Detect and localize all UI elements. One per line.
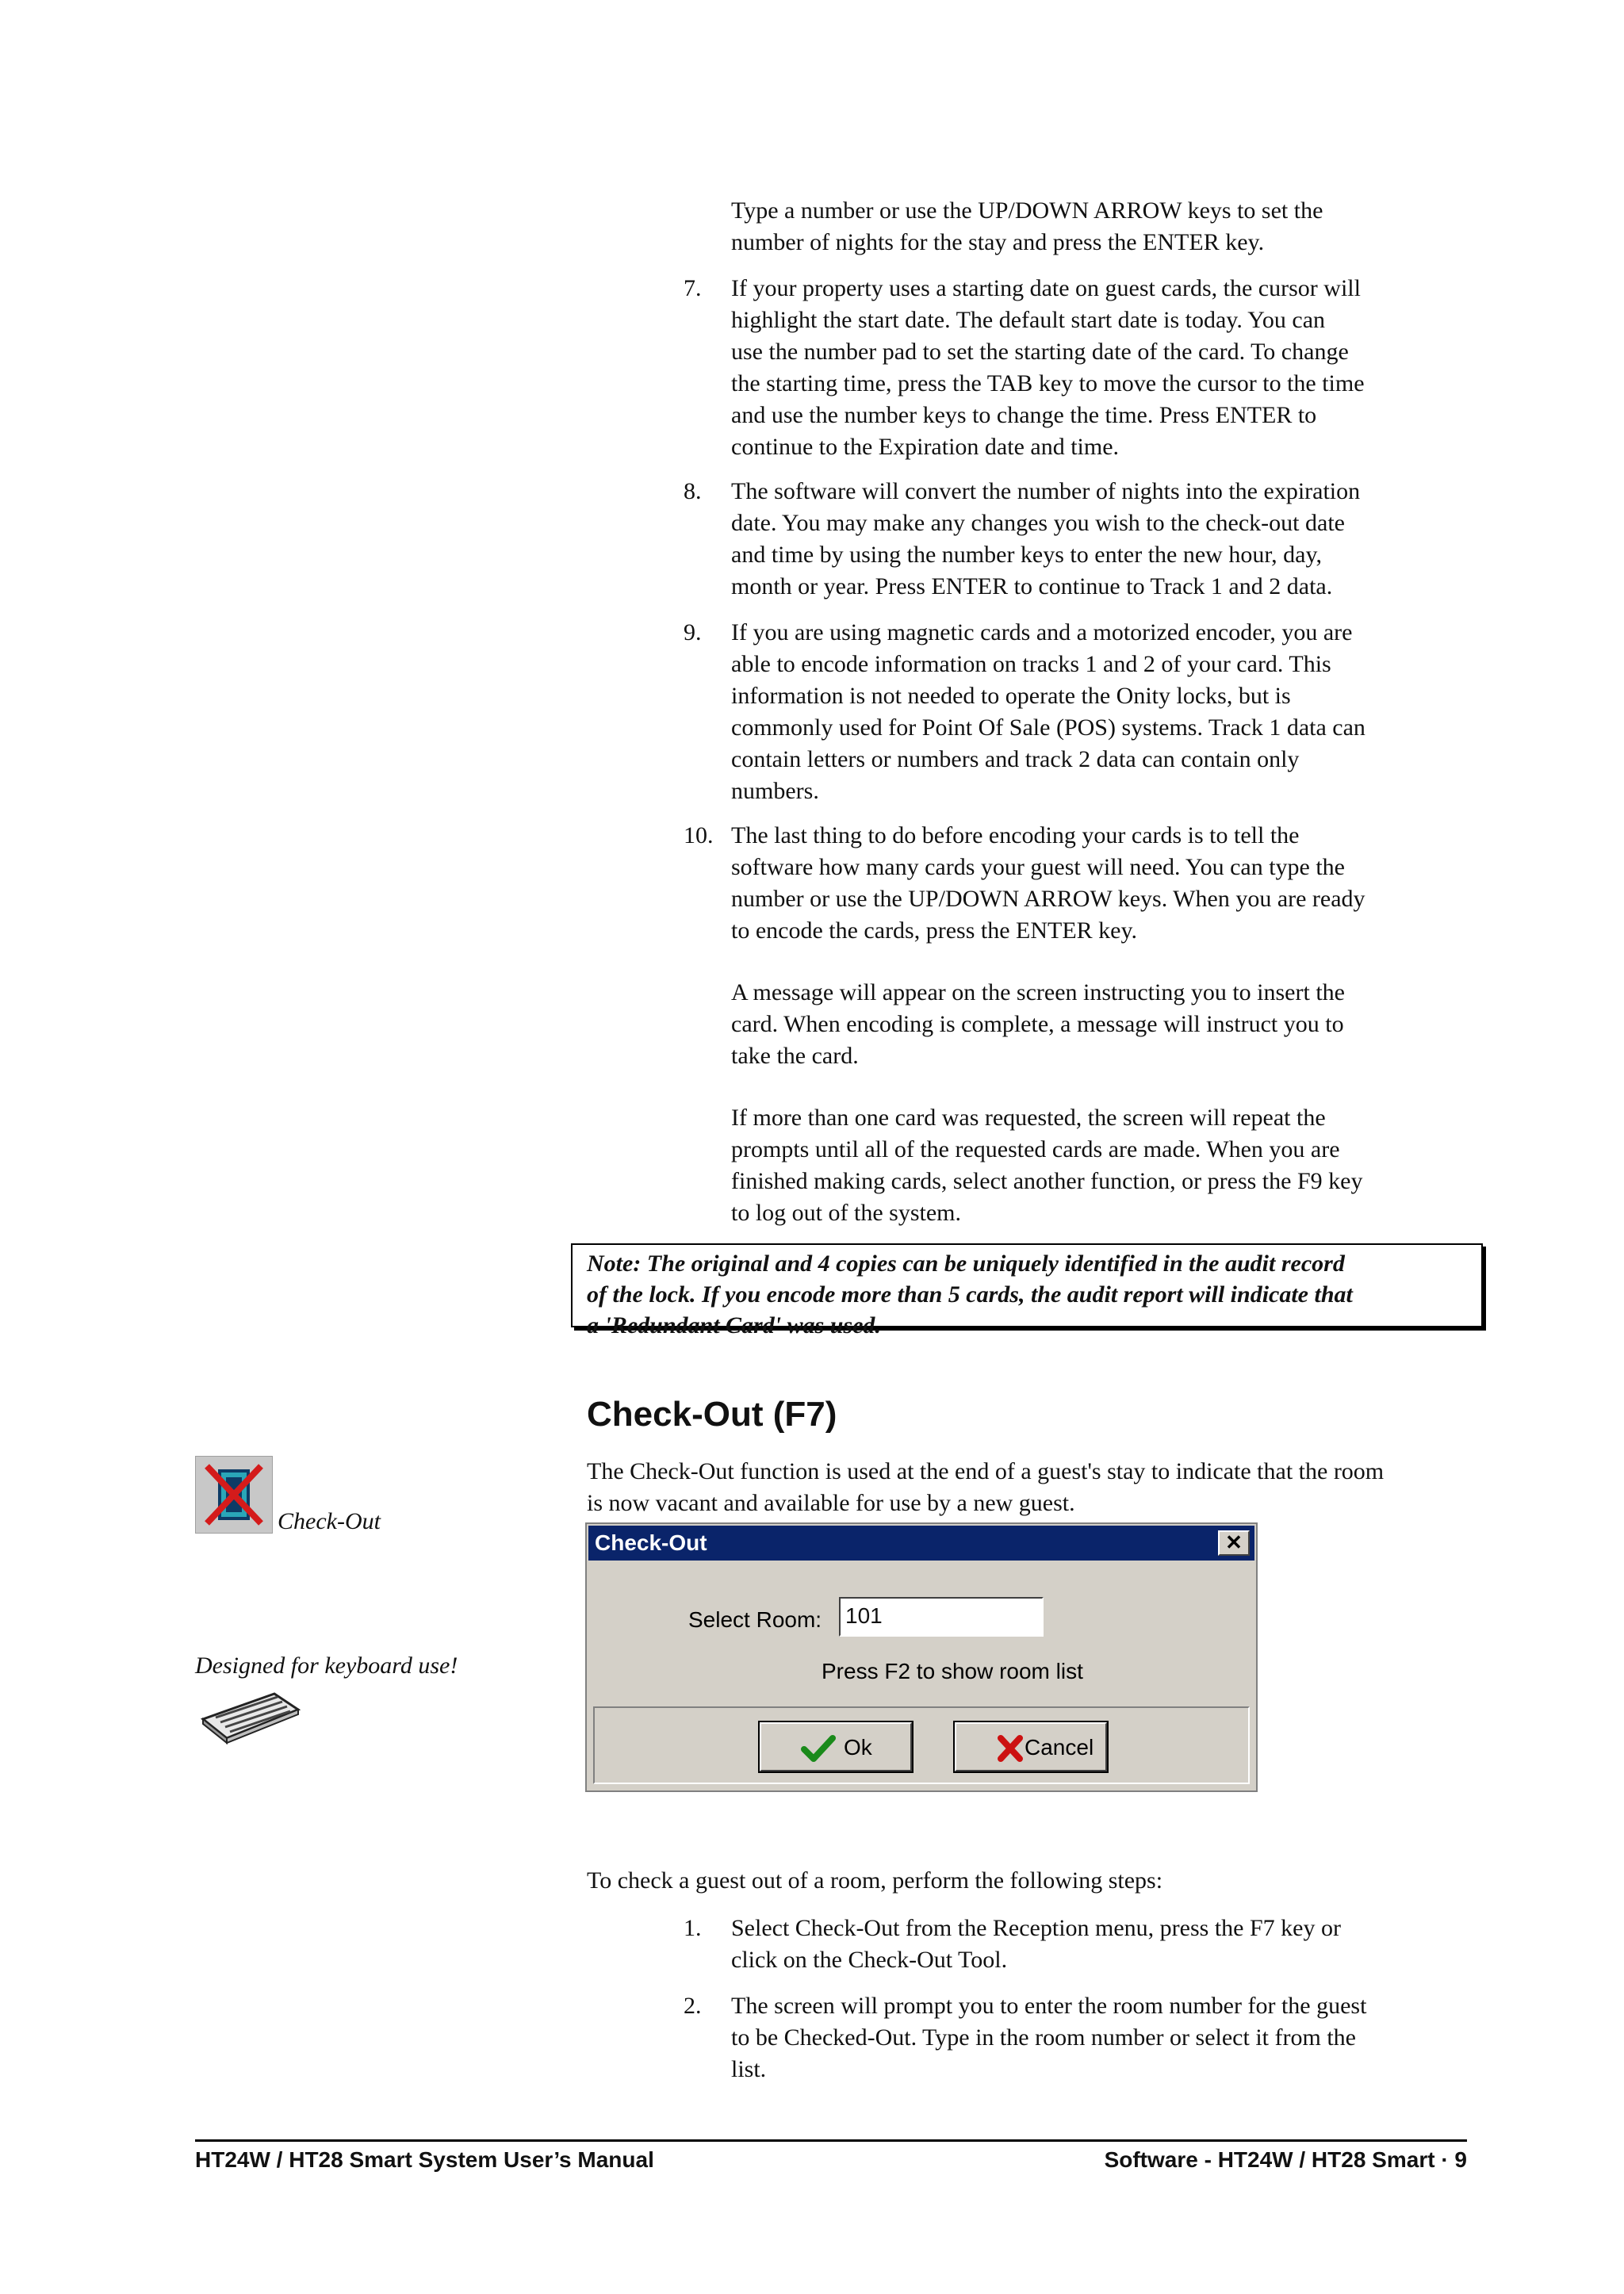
step-line: month or year. Press ENTER to continue to Track 1 and 2 data. [731, 573, 1333, 599]
description-line: The Check-Out function is used at the end of a guest's stay to indicate that the room [587, 1458, 1385, 1484]
icon-caption: Check-Out [278, 1508, 381, 1534]
step-line: finished making cards, select another function, or press the F9 key [731, 1168, 1363, 1194]
ok-button[interactable] [760, 1722, 912, 1771]
step-line: contain letters or numbers and track 2 data can contain only [731, 746, 1300, 772]
door-crossed-icon [196, 1457, 272, 1533]
intro-line: number of nights for the stay and press the ENTER key. [731, 229, 1265, 255]
step-line: A message will appear on the screen instructing you to insert the [731, 979, 1345, 1005]
section-description [587, 1456, 1499, 1519]
step-text [731, 820, 1477, 1229]
step-line: If you are using magnetic cards and a motorized encoder, you are [731, 619, 1353, 645]
step-line: list. [731, 2056, 767, 2082]
note-line: a 'Redundant Card' was used. [587, 1312, 881, 1338]
step-line: number or use the UP/DOWN ARROW keys. When you are ready [731, 886, 1365, 912]
step-line: to encode the cards, press the ENTER key. [731, 917, 1138, 944]
section-heading: Check-Out (F7) [587, 1395, 837, 1434]
checkmark-icon [801, 1735, 836, 1762]
step-line: numbers. [731, 778, 819, 804]
note-line: Note: The original and 4 copies can be uniquely identified in the audit record [587, 1250, 1345, 1277]
check-out-dialog [585, 1522, 1258, 1792]
step-line: software how many cards your guest will need. You can type the [731, 854, 1345, 880]
footer-manual-title: HT24W / HT28 Smart System User’s Manual [195, 2147, 654, 2172]
dialog-titlebar [588, 1526, 1254, 1561]
step-line: prompts until all of the requested cards are made. When you are [731, 1136, 1340, 1162]
note-line: of the lock. If you encode more than 5 cards, the audit report will indicate that [587, 1281, 1353, 1308]
select-room-label: Select Room: [688, 1607, 822, 1632]
x-mark-icon [996, 1735, 1025, 1762]
step-number: 9. [684, 619, 702, 645]
room-list-hint: Press F2 to show room list [822, 1659, 1083, 1683]
step-line: and time by using the number keys to enter the new hour, day, [731, 542, 1323, 568]
step-line: continue to the Expiration date and time. [731, 434, 1120, 460]
step-line: the starting time, press the TAB key to move the cursor to the time [731, 370, 1365, 396]
step-text [731, 617, 1477, 807]
intro-line: Type a number or use the UP/DOWN ARROW keys to set the [731, 197, 1323, 224]
step-line: Select Check-Out from the Reception menu, press the F7 key or [731, 1915, 1341, 1941]
step-line: take the card. [731, 1043, 859, 1069]
close-icon: ✕ [1225, 1530, 1243, 1554]
step-line: commonly used for Point Of Sale (POS) systems. Track 1 data can [731, 714, 1365, 741]
step-line: and use the number keys to change the time. Press ENTER to [731, 402, 1317, 428]
ok-label: Ok [844, 1735, 872, 1760]
step-spacer [731, 947, 1477, 977]
keyboard-caption: Designed for keyboard use! [195, 1653, 458, 1679]
step-text [731, 1990, 1477, 2085]
check-out-tool-icon [195, 1456, 273, 1534]
close-button[interactable] [1218, 1530, 1250, 1556]
step-number: 7. [684, 275, 702, 301]
step-text [731, 476, 1477, 603]
step-line: The software will convert the number of nights into the expiration [731, 478, 1361, 504]
steps-intro: To check a guest out of a room, perform the following steps: [587, 1867, 1163, 1894]
step-text [731, 273, 1477, 463]
step-number: 10. [684, 822, 714, 848]
dialog-title: Check-Out [595, 1530, 707, 1555]
footer-rule [195, 2139, 1467, 2142]
step-line: able to encode information on tracks 1 and 2 of your card. This [731, 651, 1331, 677]
keyboard-icon [198, 1689, 301, 1744]
step-line: information is not needed to operate the Onity locks, but is [731, 683, 1291, 709]
step-line: card. When encoding is complete, a message will instruct you to [731, 1011, 1344, 1037]
step-line: to be Checked-Out. Type in the room number or select it from the [731, 2024, 1356, 2051]
step-line: click on the Check-Out Tool. [731, 1947, 1008, 1973]
step-line: highlight the start date. The default start date is today. You can [731, 307, 1326, 333]
step-number: 1. [684, 1915, 702, 1941]
step-line: to log out of the system. [731, 1200, 961, 1226]
cancel-button[interactable] [955, 1722, 1107, 1771]
room-input[interactable]: 101 [839, 1597, 1044, 1637]
footer-page-label: Software - HT24W / HT28 Smart · 9 [1104, 2147, 1467, 2172]
step-number: 2. [684, 1993, 702, 2019]
step-number: 8. [684, 478, 702, 504]
step-line: The last thing to do before encoding your cards is to tell the [731, 822, 1300, 848]
step-spacer [731, 1072, 1477, 1102]
description-line: is now vacant and available for use by a new guest. [587, 1490, 1075, 1516]
dialog-button-panel [593, 1706, 1250, 1784]
note-box [571, 1243, 1483, 1338]
step-line: If your property uses a starting date on guest cards, the cursor will [731, 275, 1361, 301]
step-text [731, 1913, 1477, 1976]
step-line: date. You may make any changes you wish to the check-out date [731, 510, 1345, 536]
step-line: The screen will prompt you to enter the room number for the guest [731, 1993, 1367, 2019]
step-line: use the number pad to set the starting date of the card. To change [731, 339, 1349, 365]
step-line: If more than one card was requested, the screen will repeat the [731, 1105, 1326, 1131]
intro-paragraph [731, 195, 1477, 259]
cancel-label: Cancel [1025, 1735, 1094, 1760]
